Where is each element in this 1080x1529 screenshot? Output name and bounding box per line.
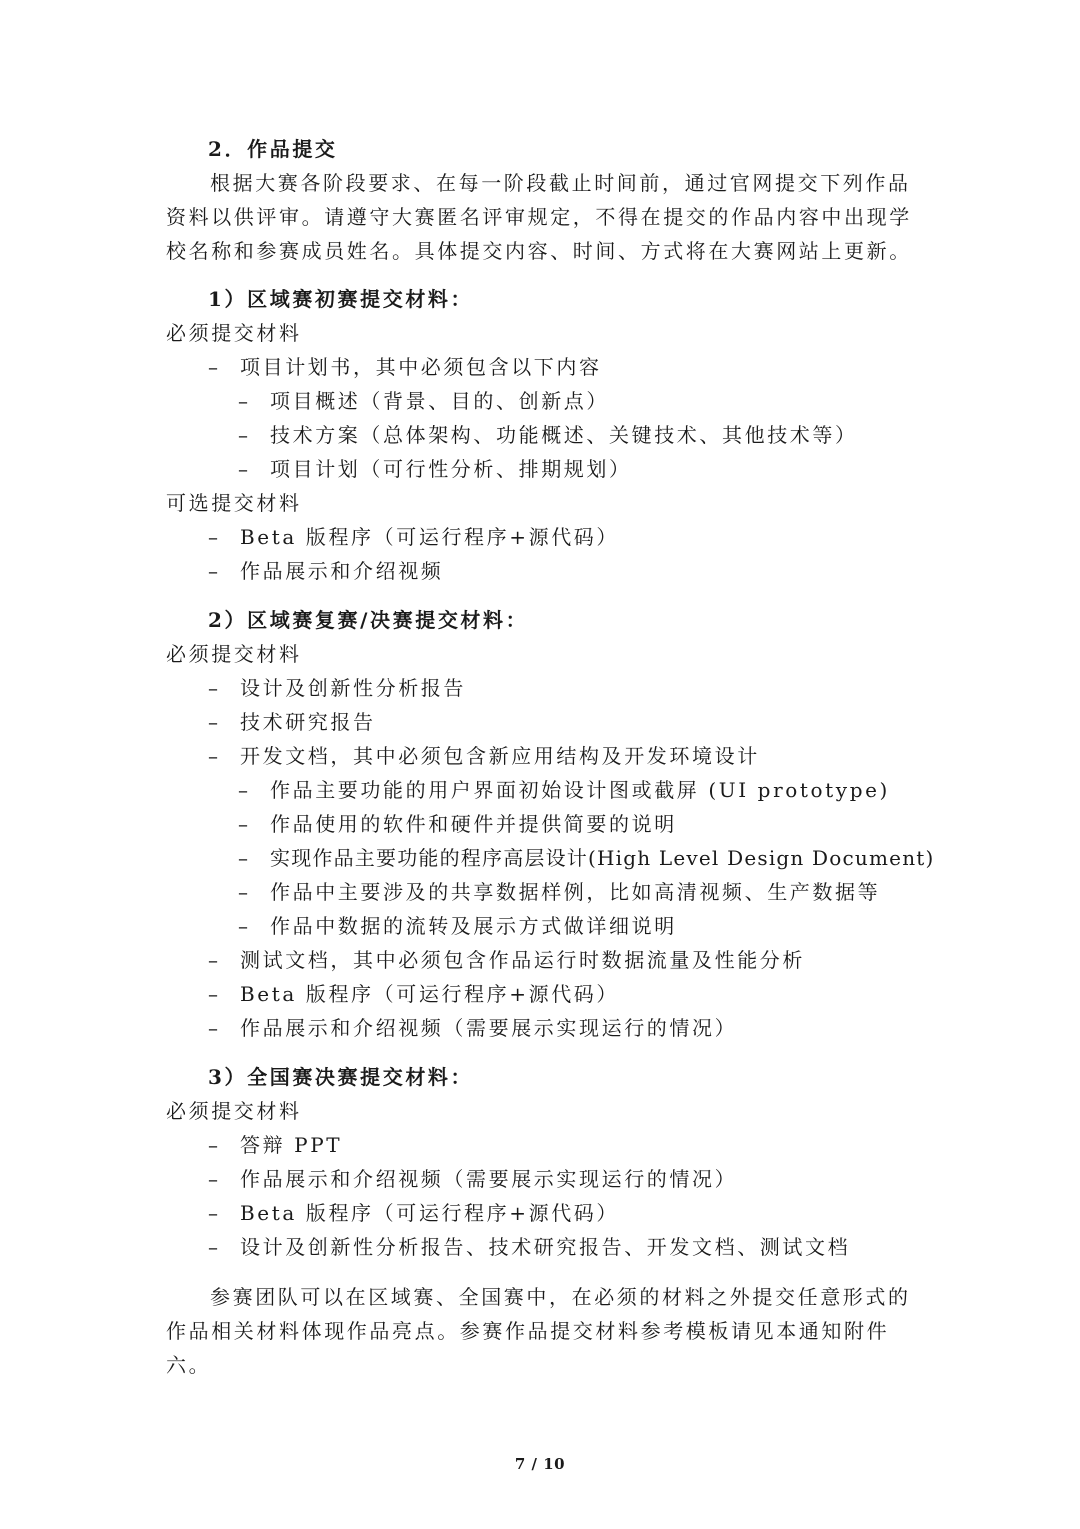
list-item: – Beta 版程序（可运行程序+源代码） (208, 979, 619, 1009)
s3-required-label: 必须提交材料 (166, 1099, 302, 1123)
section-2-title: 2）区域赛复赛/决赛提交材料： (208, 608, 529, 632)
closing-paragraph: 参赛团队可以在区域赛、全国赛中，在必须的材料之外提交任意形式的作品相关材料体现作品亮点。参赛作品提交材料参考模板请见本通知附件六。 (166, 1285, 911, 1377)
sub-list-item: – 作品主要功能的用户界面初始设计图或截屏 (UI prototype) (238, 775, 890, 805)
section-3-title: 3）全国赛决赛提交材料： (208, 1065, 474, 1089)
sub-list-item: – 实现作品主要功能的程序高层设计(High Level Design Document) (238, 843, 935, 873)
dash-icon: – (208, 1133, 218, 1157)
dash-icon: – (238, 389, 248, 413)
dash-icon: – (208, 559, 218, 583)
sub-list-item: – 作品使用的软件和硬件并提供简要的说明 (238, 809, 677, 839)
dash-icon: – (208, 355, 218, 379)
dash-icon: – (208, 525, 218, 549)
sub-list-item: – 技术方案（总体架构、功能概述、关键技术、其他技术等） (238, 420, 858, 450)
sub-list-item: – 项目计划（可行性分析、排期规划） (238, 454, 632, 484)
list-item: – 设计及创新性分析报告 (208, 673, 466, 703)
dash-icon: – (208, 948, 218, 972)
list-item: – 答辩 PPT (208, 1130, 342, 1160)
list-item: – 测试文档，其中必须包含作品运行时数据流量及性能分析 (208, 945, 805, 975)
list-item: – Beta 版程序（可运行程序+源代码） (208, 522, 619, 552)
dash-icon: – (238, 812, 248, 836)
dash-icon: – (208, 1167, 218, 1191)
section-heading: 2．作品提交 (208, 137, 338, 161)
intro-paragraph: 根据大赛各阶段要求、在每一阶段截止时间前，通过官网提交下列作品资料以供评审。请遵守大赛匿名评审规定，不得在提交的作品内容中出现学校名称和参赛成员姓名。具体提交内容、时间、方式将在大赛网站上更新。 (166, 171, 912, 263)
dash-icon: – (208, 1235, 218, 1259)
list-item: – 项目计划书，其中必须包含以下内容 (208, 352, 602, 382)
dash-icon: – (208, 710, 218, 734)
s1-required-label: 必须提交材料 (166, 321, 302, 345)
list-item: – 作品展示和介绍视频（需要展示实现运行的情况） (208, 1164, 737, 1194)
list-item: – 技术研究报告 (208, 707, 376, 737)
sub-list-item: – 项目概述（背景、目的、创新点） (238, 386, 609, 416)
s1-optional-label: 可选提交材料 (166, 491, 302, 515)
page-number: 7 / 10 (514, 1455, 566, 1473)
list-item: – Beta 版程序（可运行程序+源代码） (208, 1198, 619, 1228)
dash-icon: – (208, 1016, 218, 1040)
dash-icon: – (208, 982, 218, 1006)
dash-icon: – (238, 846, 248, 870)
sub-list-item: – 作品中数据的流转及展示方式做详细说明 (238, 911, 677, 941)
section-1-title: 1）区域赛初赛提交材料： (208, 287, 474, 311)
dash-icon: – (208, 676, 218, 700)
sub-list-item: – 作品中主要涉及的共享数据样例，比如高清视频、生产数据等 (238, 877, 880, 907)
list-item: – 作品展示和介绍视频（需要展示实现运行的情况） (208, 1013, 737, 1043)
dash-icon: – (238, 880, 248, 904)
dash-icon: – (238, 457, 248, 481)
list-item: – 作品展示和介绍视频 (208, 556, 443, 586)
list-item: – 开发文档，其中必须包含新应用结构及开发环境设计 (208, 741, 760, 771)
dash-icon: – (208, 1201, 218, 1225)
s2-required-label: 必须提交材料 (166, 642, 302, 666)
dash-icon: – (208, 744, 218, 768)
dash-icon: – (238, 423, 248, 447)
list-item: – 设计及创新性分析报告、技术研究报告、开发文档、测试文档 (208, 1232, 850, 1262)
dash-icon: – (238, 778, 248, 802)
dash-icon: – (238, 914, 248, 938)
